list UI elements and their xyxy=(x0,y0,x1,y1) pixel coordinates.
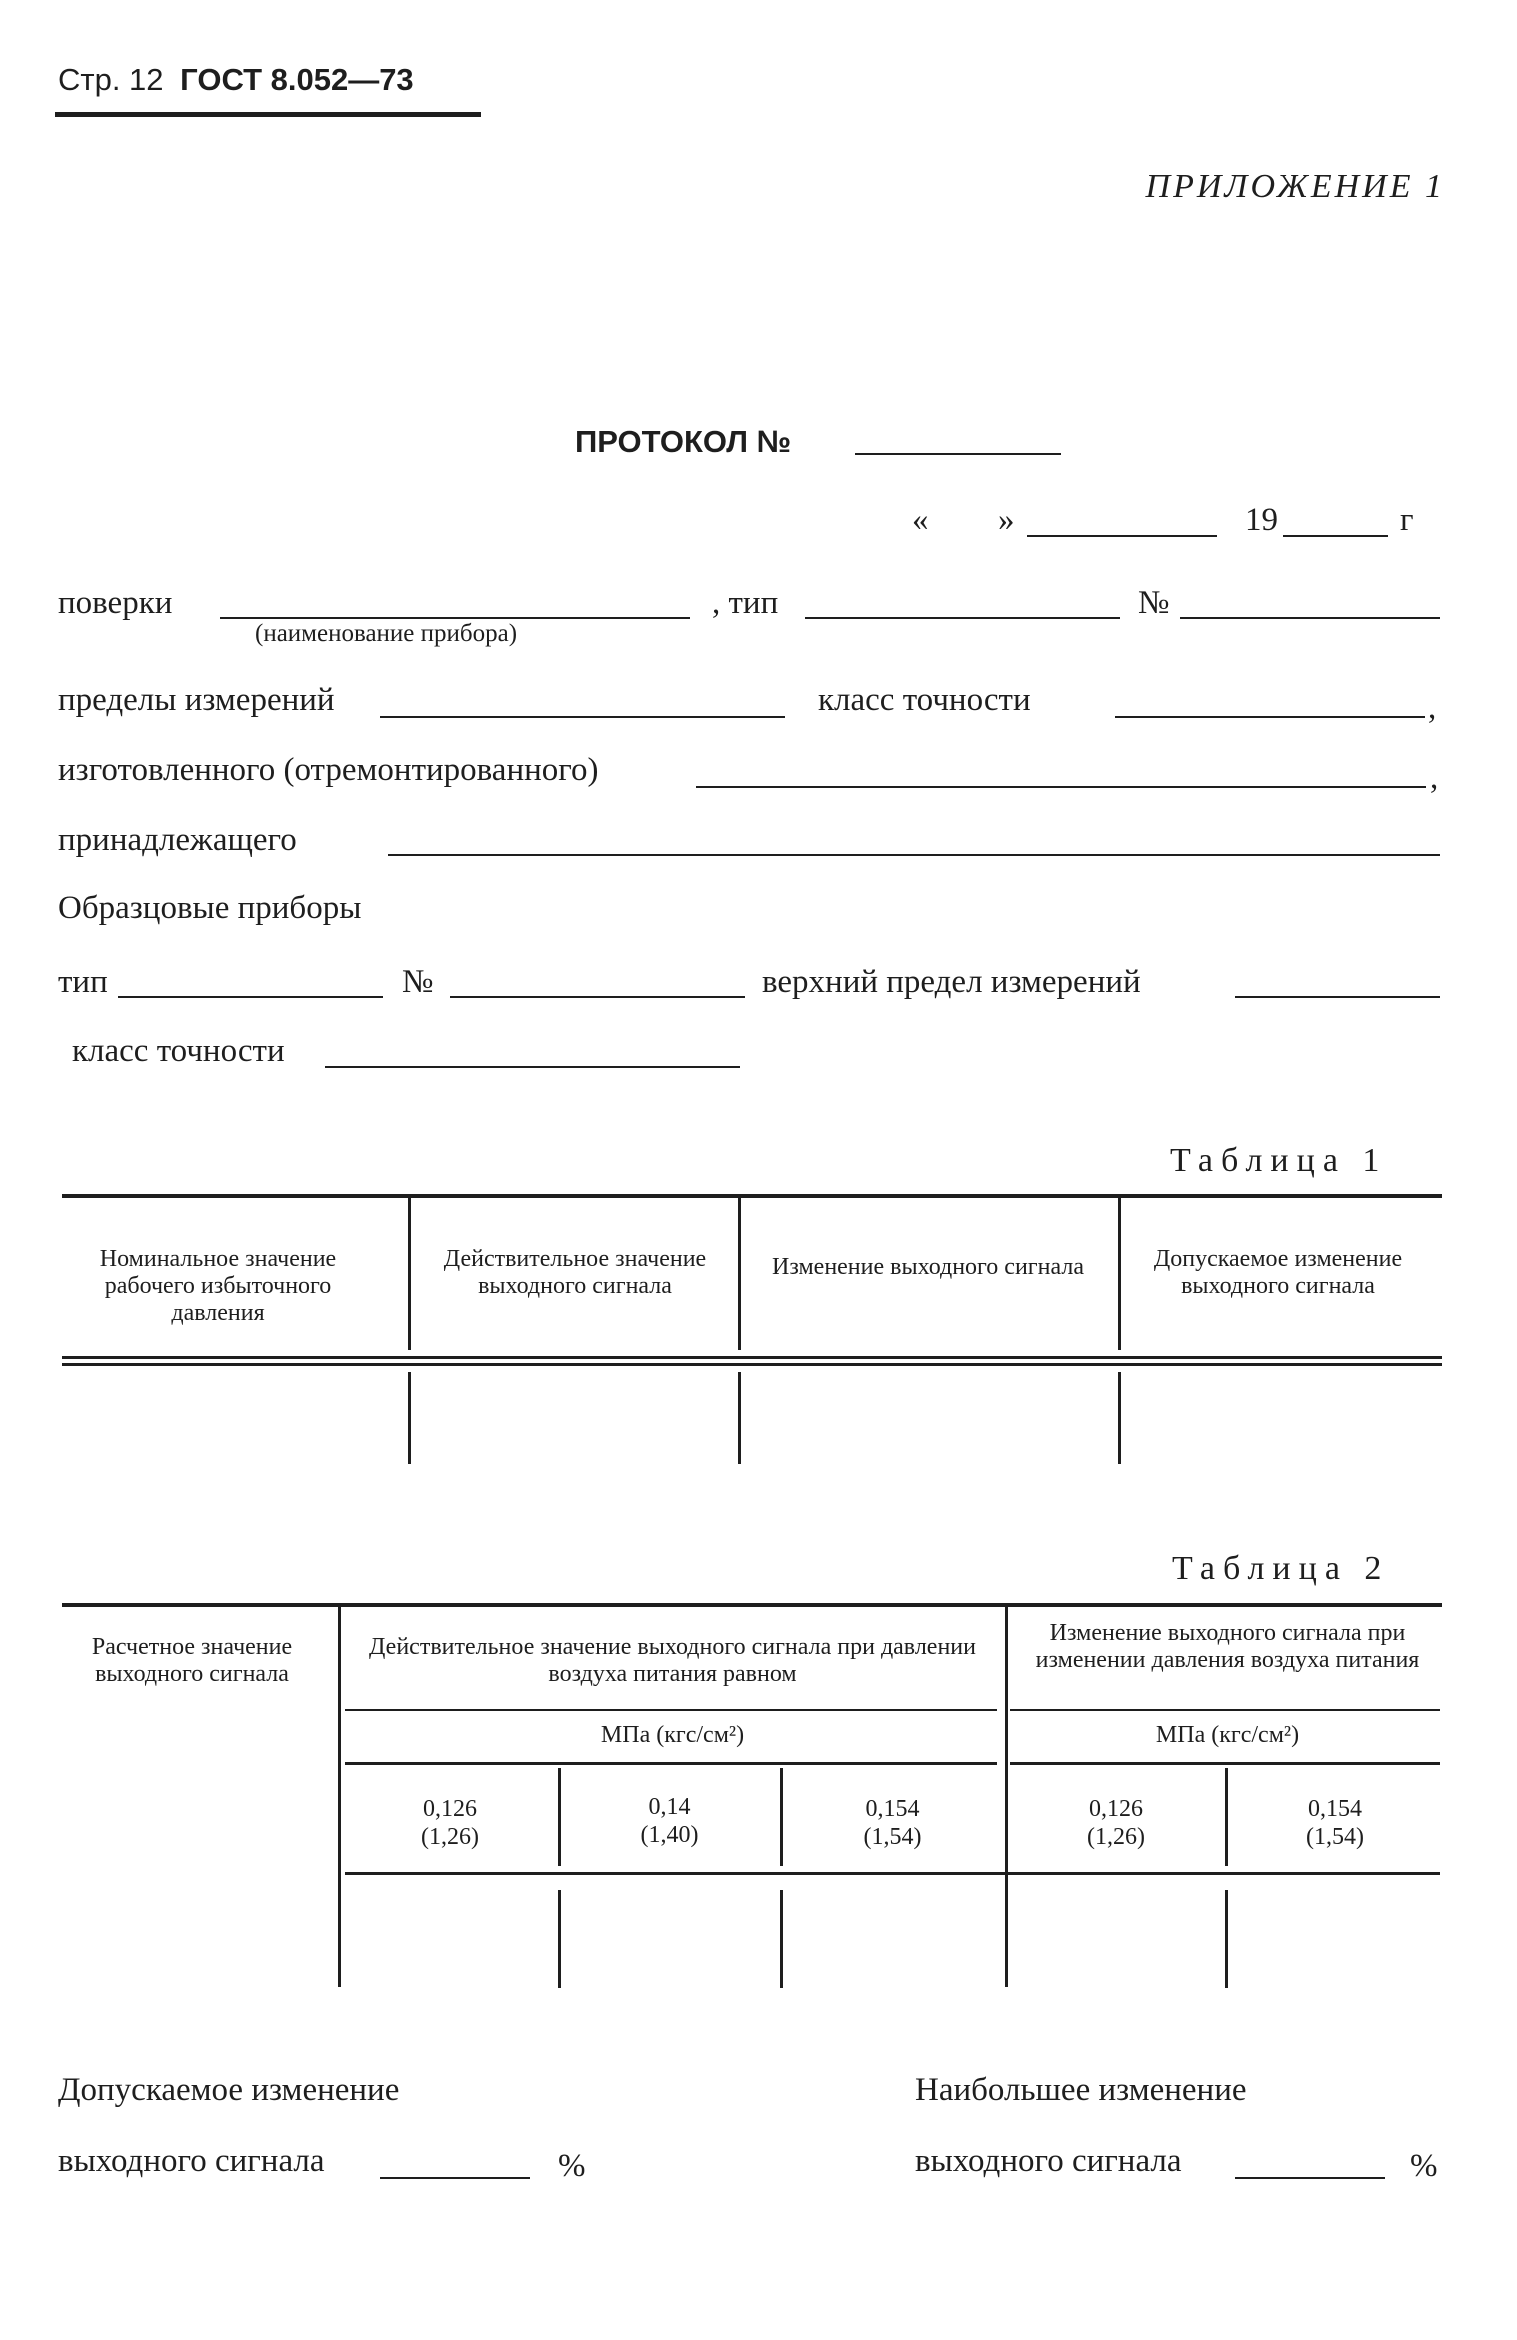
ref-type-field[interactable] xyxy=(118,996,383,998)
year-prefix: 19 xyxy=(1245,502,1278,538)
allowed-change-line1: Допускаемое изменение xyxy=(58,2072,400,2108)
table1-divider xyxy=(738,1372,741,1464)
table2-group2-header: Изменение выходного сигнала при изменении давления воздуха питания xyxy=(1035,1620,1420,1673)
table2-col1-header: Расчетное значение выходного сигнала xyxy=(91,1634,293,1687)
manufactured-label: изготовленного (отремонтированного) xyxy=(58,752,599,788)
table2-divider xyxy=(780,1768,783,1866)
pressure-cell-5 xyxy=(1230,1795,1440,1851)
pressure-kgs: (1,26) xyxy=(1087,1824,1145,1850)
type-field[interactable] xyxy=(805,617,1120,619)
page-header xyxy=(58,62,414,98)
allowed-change-field[interactable] xyxy=(380,2177,530,2179)
ref-accuracy-label: класс точности xyxy=(72,1033,285,1069)
table2-divider xyxy=(338,1607,341,1987)
max-change-percent: % xyxy=(1410,2148,1438,2184)
table2-divider xyxy=(1225,1890,1228,1988)
manufacturer-field[interactable] xyxy=(696,786,1426,788)
protocol-number-field[interactable] xyxy=(855,453,1061,455)
pressure-mpa: 0,154 xyxy=(1308,1796,1362,1822)
table2-group1-unit: МПа (кгс/см²) xyxy=(600,1722,745,1748)
allowed-change-percent: % xyxy=(558,2148,586,2184)
number-sign: № xyxy=(1138,585,1170,621)
pressure-kgs: (1,40) xyxy=(640,1822,699,1848)
table1-divider xyxy=(1118,1372,1121,1464)
table2-divider xyxy=(1225,1768,1228,1866)
accuracy-class-field[interactable] xyxy=(1115,716,1425,718)
ref-number-field[interactable] xyxy=(450,996,745,998)
date-close-quote: » xyxy=(998,502,1015,538)
table2-values-rule xyxy=(345,1872,1440,1875)
ref-number-sign: № xyxy=(402,964,434,1000)
limits-field[interactable] xyxy=(380,716,785,718)
pressure-mpa: 0,126 xyxy=(423,1796,477,1822)
table1-header-4: Допускаемое изменение выходного сигнала xyxy=(1153,1246,1403,1299)
protocol-title: ПРОТОКОЛ № xyxy=(575,424,792,459)
accuracy-comma: , xyxy=(1428,690,1437,726)
pressure-mpa: 0,154 xyxy=(865,1796,920,1822)
table1-top-rule xyxy=(62,1194,1442,1198)
table2-unit-rule xyxy=(345,1762,997,1765)
ref-type-label: тип xyxy=(58,964,108,1000)
pressure-cell-4 xyxy=(1010,1795,1222,1851)
device-number-field[interactable] xyxy=(1180,617,1440,619)
table2-group1-rule xyxy=(345,1709,997,1711)
pressure-cell-2 xyxy=(562,1793,777,1849)
table2-unit-rule xyxy=(1010,1762,1440,1765)
accuracy-class-label: класс точности xyxy=(818,682,1031,718)
table1-caption: Таблица 1 xyxy=(1170,1142,1388,1179)
appendix-label: ПРИЛОЖЕНИЕ 1 xyxy=(1145,168,1445,205)
table2-caption: Таблица 2 xyxy=(1172,1550,1390,1587)
poverki-label: поверки xyxy=(58,585,173,621)
table2-group2-unit: МПа (кгс/см²) xyxy=(1155,1722,1300,1748)
standard-code: ГОСТ 8.052—73 xyxy=(180,62,414,97)
max-change-line2: выходного сигнала xyxy=(915,2143,1182,2179)
pressure-mpa: 0,126 xyxy=(1089,1796,1143,1822)
table2-group1-header: Действительное значение выходного сигнала при давлении воздуха питания равном xyxy=(369,1634,976,1687)
owner-field[interactable] xyxy=(388,854,1440,856)
table2-group2-rule xyxy=(1010,1709,1440,1711)
table2-top-rule xyxy=(62,1603,1442,1607)
table1-divider xyxy=(408,1372,411,1464)
table1-header-2: Действительное значение выходного сигнала xyxy=(443,1246,707,1299)
table1-divider xyxy=(738,1198,741,1350)
pressure-kgs: (1,26) xyxy=(421,1824,479,1850)
upper-limit-label: верхний предел измерений xyxy=(762,964,1141,1000)
year-field[interactable] xyxy=(1283,535,1388,537)
pressure-mpa: 0,14 xyxy=(648,1794,691,1820)
device-name-hint: (наименование прибора) xyxy=(255,620,518,647)
header-rule xyxy=(55,112,481,117)
table1-header-1: Номинальное значение рабочего избыточного давления xyxy=(99,1246,337,1326)
table1-header-rule xyxy=(62,1363,1442,1366)
manufacturer-comma: , xyxy=(1430,760,1439,796)
type-label: , тип xyxy=(712,585,779,621)
year-suffix: г xyxy=(1400,502,1414,538)
reference-devices-heading: Образцовые приборы xyxy=(58,890,362,926)
max-change-field[interactable] xyxy=(1235,2177,1385,2179)
limits-label: пределы измерений xyxy=(58,682,335,718)
pressure-cell-3 xyxy=(785,1795,1000,1851)
table1-header-3: Изменение выходного сигнала xyxy=(772,1254,1084,1280)
table2-divider xyxy=(1005,1607,1008,1987)
table1-header-rule xyxy=(62,1356,1442,1359)
max-change-line1: Наибольшее изменение xyxy=(915,2072,1247,2108)
pressure-cell-1 xyxy=(345,1795,555,1851)
pressure-kgs: (1,54) xyxy=(863,1824,922,1850)
table1-divider xyxy=(1118,1198,1121,1350)
belonging-label: принадлежащего xyxy=(58,822,297,858)
table2-divider xyxy=(558,1768,561,1866)
page-label: Стр. 12 xyxy=(58,62,164,97)
table2-divider xyxy=(558,1890,561,1988)
ref-accuracy-field[interactable] xyxy=(325,1066,740,1068)
table1-divider xyxy=(408,1198,411,1350)
date-month-field[interactable] xyxy=(1027,535,1217,537)
allowed-change-line2: выходного сигнала xyxy=(58,2143,325,2179)
date-open-quote: « xyxy=(912,502,929,538)
device-name-field[interactable] xyxy=(220,617,690,619)
pressure-kgs: (1,54) xyxy=(1306,1824,1364,1850)
upper-limit-field[interactable] xyxy=(1235,996,1440,998)
table2-divider xyxy=(780,1890,783,1988)
